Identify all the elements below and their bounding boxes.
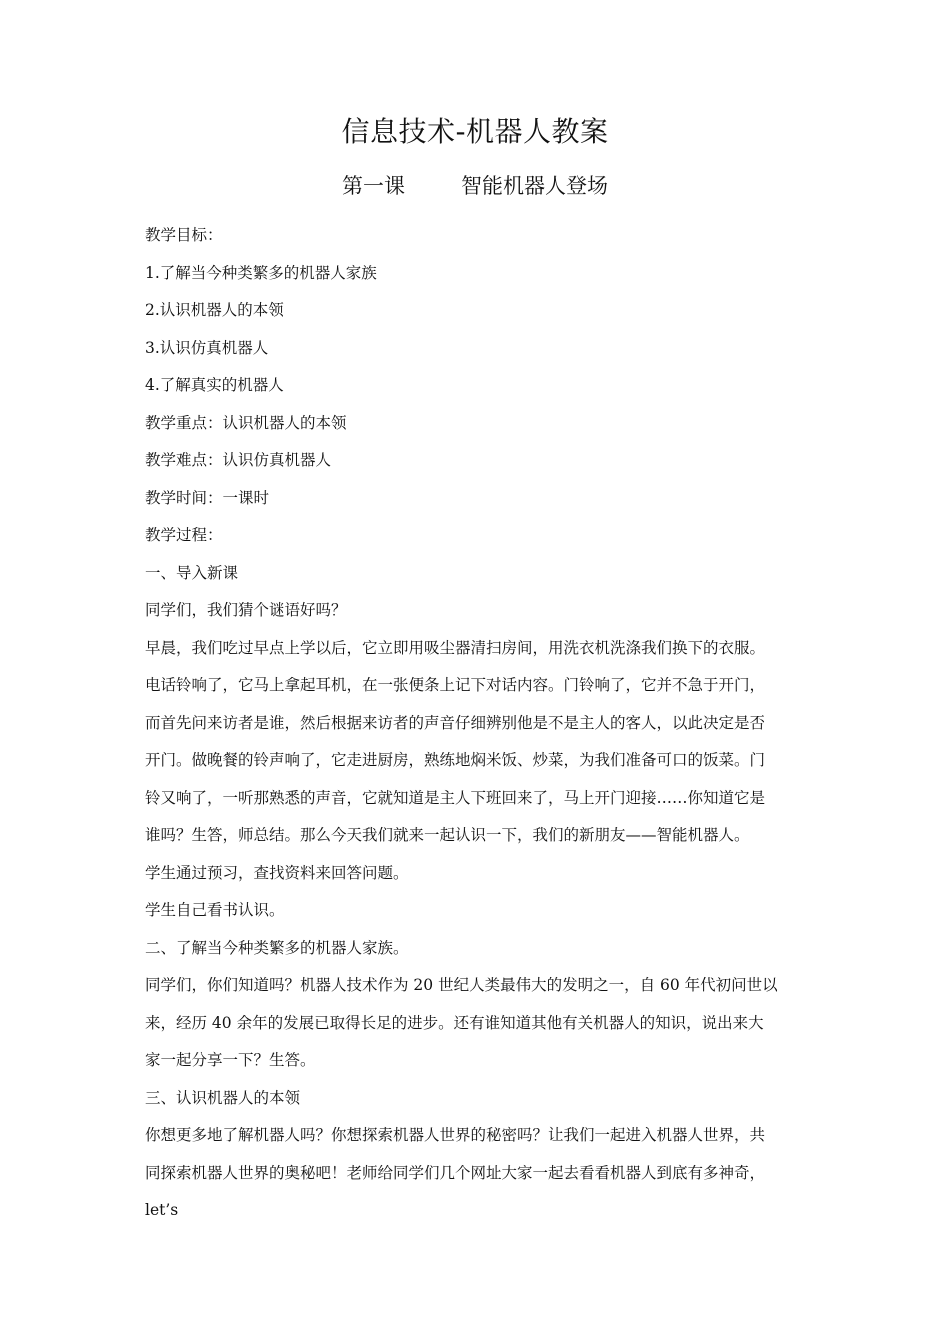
objective-item: 1.了解当今种类繁多的机器人家族 — [145, 263, 377, 282]
riddle-line: 电话铃响了，它马上拿起耳机，在一张便条上记下对话内容。门铃响了，它并不急于开门， — [145, 676, 766, 694]
section-text-line: 同探索机器人世界的奥秘吧！老师给同学们几个网址大家一起去看看机器人到底有多神奇， — [145, 1163, 766, 1182]
riddle-line: 开门。做晚餐的铃声响了，它走进厨房，熟练地焖米饭、炒菜，为我们准备可口的饭菜。门 — [145, 751, 766, 769]
lesson-title: 智能机器人登场 — [461, 174, 608, 198]
lesson-time: 教学时间：一课时 — [145, 488, 270, 507]
objective-item: 4.了解真实的机器人 — [145, 376, 284, 394]
section-text-line: 你想更多地了解机器人吗？你想探索机器人世界的秘密吗？让我们一起进入机器人世界，共 — [145, 1126, 766, 1144]
riddle-line: 而首先问来访者是谁，然后根据来访者的声音仔细辨别他是不是主人的客人，以此决定是否 — [145, 713, 766, 732]
section-text: 学生自己看书认识。 — [145, 901, 285, 919]
riddle-line: 早晨，我们吃过早点上学以后，它立即用吸尘器清扫房间，用洗衣机洗涤我们换下的衣服。 — [145, 638, 766, 657]
section-heading: 二、了解当今种类繁多的机器人家族。 — [145, 938, 409, 957]
difficulty: 教学难点：认识仿真机器人 — [145, 451, 332, 469]
section-heading: 一、导入新课 — [145, 563, 239, 582]
objective-item: 2.认识机器人的本领 — [145, 301, 284, 319]
objectives-heading: 教学目标： — [145, 226, 223, 244]
section-text: 同学们，我们猜个谜语好吗？ — [145, 601, 347, 619]
objective-item: 3.认识仿真机器人 — [145, 338, 269, 357]
lesson-number: 第一课 — [342, 174, 405, 198]
process-heading: 教学过程： — [145, 526, 223, 544]
lesson-heading — [0, 170, 950, 202]
riddle-line: 铃又响了，一听那熟悉的声音，它就知道是主人下班回来了，马上开门迎接……你知道它是 — [145, 788, 766, 807]
section-text-line: 同学们，你们知道吗？机器人技术作为 20 世纪人类最伟大的发明之一，自 60 年代初问世以 — [145, 976, 778, 994]
section-heading: 三、认识机器人的本领 — [145, 1088, 301, 1107]
document-title: 信息技术-机器人教案 — [341, 115, 609, 148]
section-text: 学生通过预习，查找资料来回答问题。 — [145, 863, 409, 882]
key-point: 教学重点：认识机器人的本领 — [145, 413, 347, 432]
document-body — [145, 217, 810, 1230]
section-text-line: 来，经历 40 余年的发展已取得长足的进步。还有谁知道其他有关机器人的知识，说出来大 — [145, 1013, 764, 1032]
riddle-line: 谁吗？生答，师总结。那么今天我们就来一起认识一下，我们的新朋友——智能机器人。 — [145, 826, 750, 844]
section-text-line: let’s — [145, 1201, 179, 1219]
section-text-line: 家一起分享一下？生答。 — [145, 1051, 316, 1069]
